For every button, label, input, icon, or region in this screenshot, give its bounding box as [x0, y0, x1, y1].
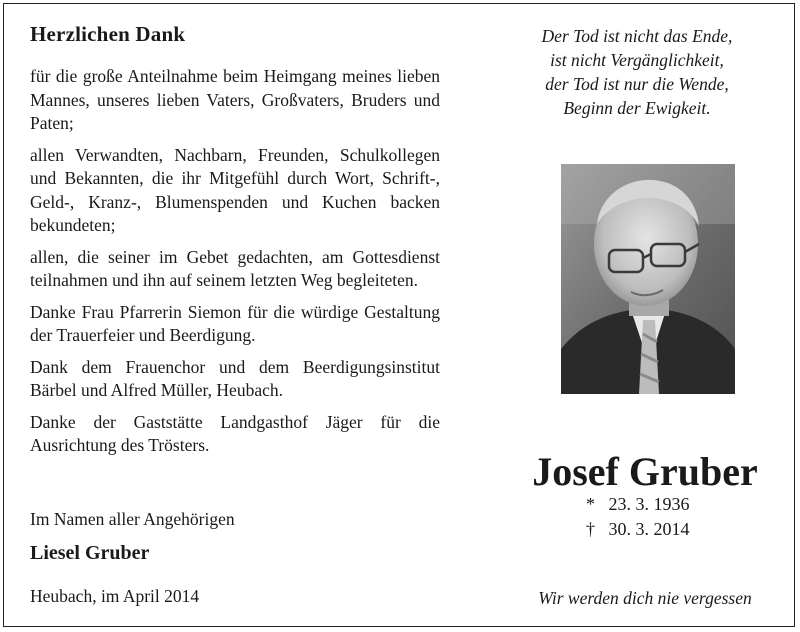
thanks-paragraph: Danke Frau Pfarrerin Siemon für die würdige Gestaltung der Trauerfeier und Beerdigung. [30, 301, 440, 345]
thanks-heading: Herzlichen Dank [30, 22, 186, 46]
thanks-paragraph: Danke der Gaststätte Landgasthof Jäger für die Ausrichtung des Trösters. [30, 411, 440, 455]
birth-symbol: * [586, 494, 595, 514]
poem-line: Der Tod ist nicht das Ende, [541, 26, 733, 46]
portrait-photo [561, 164, 735, 394]
memorial-poem [502, 24, 772, 120]
closing-line: Wir werden dich nie vergessen [538, 588, 752, 608]
poem-line: ist nicht Vergänglichkeit, [550, 50, 724, 70]
poem-line: Beginn der Ewigkeit. [563, 98, 711, 118]
thanks-paragraph: allen Verwandten, Nachbarn, Freunden, Schulkollegen und Bekannten, die ihr Mitgefühl durch Wort, Schrift-, Geld-, Kranz-, Blumenspenden und Kuchen backen bekundeten; [30, 144, 440, 235]
signer-name: Liesel Gruber [30, 542, 150, 564]
deceased-name: Josef Gruber [532, 449, 758, 494]
place-date: Heubach, im April 2014 [30, 586, 200, 606]
thanks-paragraph: Dank dem Frauenchor und dem Beerdigungsinstitut Bärbel und Alfred Müller, Heubach. [30, 356, 440, 400]
poem-line: der Tod ist nur die Wende, [545, 74, 729, 94]
birth-date-line [586, 494, 690, 515]
death-date-line [586, 519, 690, 540]
thanks-section [30, 22, 440, 466]
birth-date: 23. 3. 1936 [608, 494, 690, 514]
thanks-paragraph: allen, die seiner im Gebet gedachten, am Gottesdienst teilnahmen und ihn auf seinem letzten Weg begleiteten. [30, 246, 440, 290]
death-symbol: † [586, 519, 595, 539]
on-behalf-line: Im Namen aller Angehörigen [30, 509, 235, 529]
thanks-paragraph: für die große Anteilnahme beim Heimgang meines lieben Mannes, unseres lieben Vaters, Großvaters, Bruders und Paten; [30, 66, 440, 133]
death-date: 30. 3. 2014 [608, 519, 690, 539]
